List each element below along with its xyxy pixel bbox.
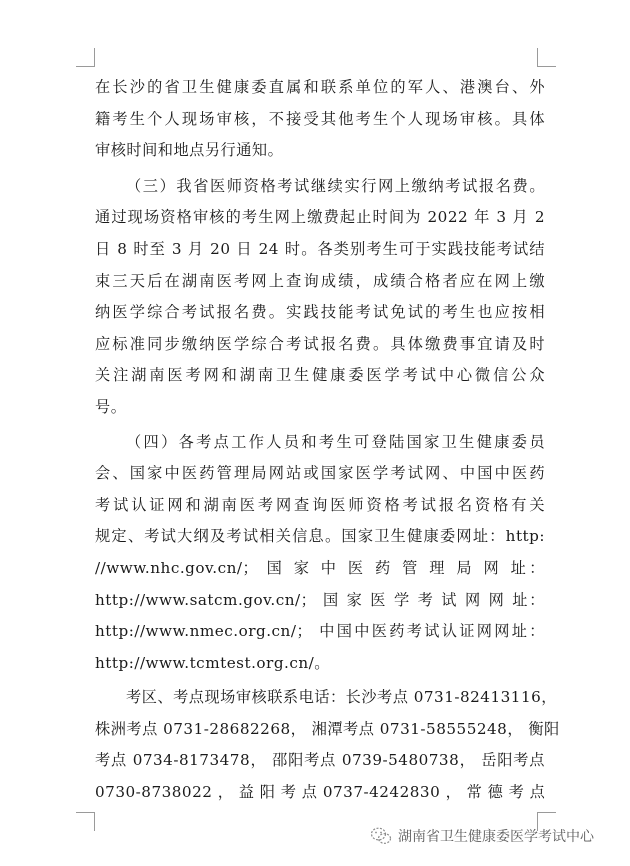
text-line: 日 8 时至 3 月 20 日 24 时。各类别考生可于实践技能考试结 — [95, 239, 545, 258]
url-line-tcmtest: http://www.tcmtest.org.cn/。 — [95, 653, 330, 672]
paragraph-contact-phones — [95, 682, 560, 808]
text-line: 纳医学综合考试报名费。实践技能考试免试的考生也应按相 — [95, 303, 545, 322]
url-line-satcm: http://www.satcm.gov.cn/； 国 家 医 学 考 试 网 网 址： — [95, 590, 545, 609]
text-line: 束三天后在湖南医考网上查询成绩，成绩合格者应在网上缴 — [95, 271, 545, 290]
text-line: 规定、考试大纲及考试相关信息。国家卫生健康委网址：http: — [95, 527, 545, 546]
page-corner-mark-bottom-left — [76, 812, 95, 831]
text-line: 籍考生个人现场审核，不接受其他考生个人现场审核。具体 — [95, 109, 545, 128]
text-line: （四）各考点工作人员和考生可登陆国家卫生健康委员 — [126, 432, 545, 451]
text-line: 应标准同步缴纳医学综合考试报名费。具体缴费事宜请及时 — [95, 334, 545, 353]
page-corner-mark-top-right — [537, 48, 556, 67]
url-line-nmec: http://www.nmec.org.cn/； 中国中医药考试认证网网址： — [95, 622, 545, 641]
text-line: 在长沙的省卫生健康委直属和联系单位的军人、港澳台、外 — [95, 78, 545, 96]
wechat-icon — [370, 826, 392, 846]
text-line: 考区、考点现场审核联系电话：长沙考点 0731-82413116， — [126, 688, 557, 707]
page-corner-mark-top-left — [76, 48, 95, 67]
text-line: 会、国家中医药管理局网站或国家医学考试网、中国中医药 — [95, 464, 545, 483]
document-page — [95, 72, 560, 809]
wechat-watermark — [370, 824, 594, 848]
text-line: 关注湖南医考网和湖南卫生健康委医学考试中心微信公众 — [95, 366, 545, 385]
text-line: （三）我省医师资格考试继续实行网上缴纳考试报名费。 — [126, 176, 545, 195]
url-line-nhc: //www.nhc.gov.cn/； 国 家 中 医 药 管 理 局 网 址： — [95, 558, 545, 577]
paragraph-continued — [95, 72, 545, 167]
text-line: 通过现场资格审核的考生网上缴费起止时间为 2022 年 3 月 2 — [95, 208, 545, 227]
text-line: 考试认证网和湖南医考网查询医师资格考试报名资格有关 — [95, 495, 545, 514]
text-line: 株洲考点 0731-28682268， 湘潭考点 0731-58555248， 衡阳 — [95, 719, 560, 738]
paragraph-section-four — [95, 427, 545, 680]
paragraph-section-three — [95, 171, 545, 424]
text-line: 号。 — [95, 397, 127, 416]
text-line: 审核时间和地点另行通知。 — [95, 141, 284, 160]
watermark-text: 湖南省卫生健康委医学考试中心 — [398, 829, 594, 845]
text-line: 0730-8738022 ， 益 阳 考 点 0737-4242830 ， 常 德 考 点 — [95, 783, 546, 802]
text-line: 考点 0734-8173478， 邵阳考点 0739-5480738， 岳阳考点 — [95, 751, 545, 770]
